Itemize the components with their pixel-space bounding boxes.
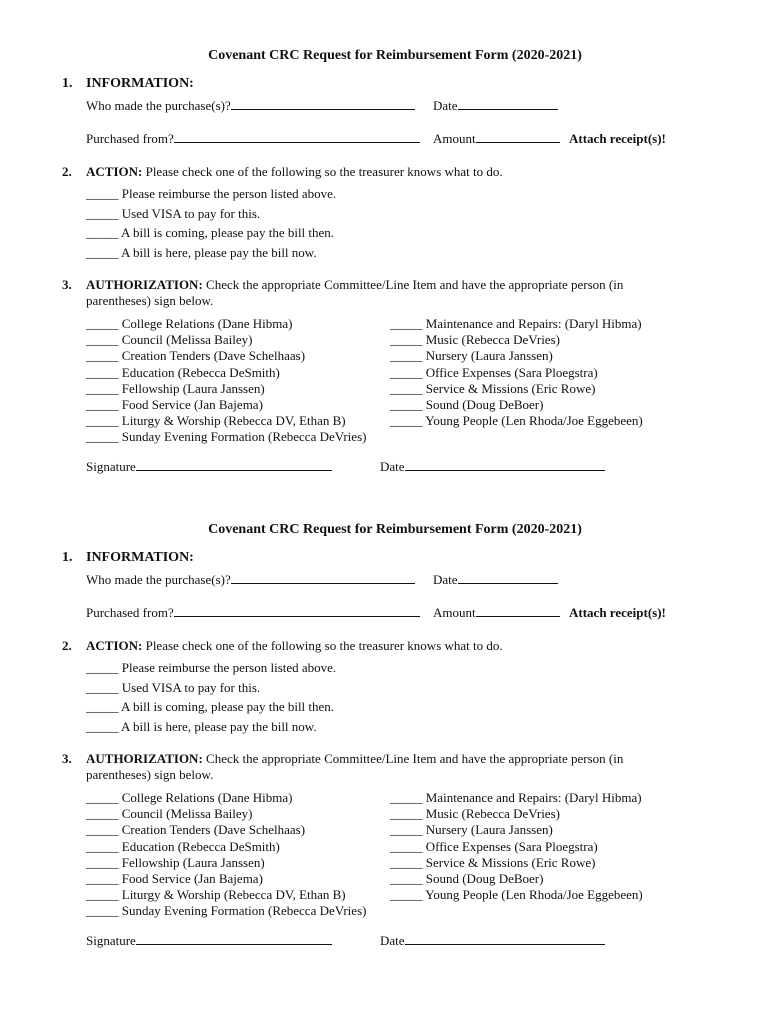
- committee-item[interactable]: _____ Fellowship (Laura Janssen): [86, 855, 265, 870]
- committee-item[interactable]: _____ Maintenance and Repairs: (Daryl Hibma): [390, 790, 642, 805]
- action-intro: Please check one of the following so the treasurer knows what to do.: [145, 638, 503, 653]
- section-heading-authorization: AUTHORIZATION:: [86, 751, 203, 766]
- committee-item[interactable]: _____ Fellowship (Laura Janssen): [86, 381, 265, 396]
- auth-intro-continued: parentheses) sign below.: [86, 293, 214, 308]
- date-label: Date: [380, 459, 405, 474]
- purchased-from-field[interactable]: [174, 605, 420, 617]
- signature-label: Signature: [86, 933, 136, 948]
- signature-date-field[interactable]: [405, 459, 605, 471]
- auth-intro-continued: parentheses) sign below.: [86, 767, 214, 782]
- purchased-from-field[interactable]: [174, 131, 420, 143]
- committee-item[interactable]: _____ Creation Tenders (Dave Schelhaas): [86, 822, 306, 837]
- committee-item[interactable]: _____ College Relations (Dane Hibma): [86, 790, 293, 805]
- action-option[interactable]: _____ A bill is coming, please pay the bill then.: [86, 699, 335, 714]
- action-intro: Please check one of the following so the treasurer knows what to do.: [145, 164, 503, 179]
- signature-date-row: [380, 459, 605, 475]
- date-label: Date: [433, 572, 458, 587]
- section-heading-information: INFORMATION:: [86, 550, 194, 565]
- amount-field[interactable]: [476, 605, 560, 617]
- who-purchased-row: [86, 572, 415, 588]
- committee-item[interactable]: _____ Young People (Len Rhoda/Joe Eggebeen): [390, 887, 643, 902]
- reimbursement-form-1: [0, 48, 770, 518]
- committee-item[interactable]: _____ Food Service (Jan Bajema): [86, 397, 263, 412]
- action-option[interactable]: _____ A bill is here, please pay the bill now.: [86, 245, 317, 260]
- action-option[interactable]: _____ A bill is coming, please pay the bill then.: [86, 225, 335, 240]
- committee-item[interactable]: _____ Liturgy & Worship (Rebecca DV, Ethan B): [86, 413, 346, 428]
- committee-item[interactable]: _____ Nursery (Laura Janssen): [390, 348, 553, 363]
- section-heading-authorization: AUTHORIZATION:: [86, 277, 203, 292]
- committee-item[interactable]: _____ Sound (Doug DeBoer): [390, 397, 544, 412]
- signature-row: [86, 459, 332, 475]
- section-number: 2.: [62, 638, 72, 653]
- committee-item[interactable]: _____ Education (Rebecca DeSmith): [86, 365, 280, 380]
- committee-item[interactable]: _____ Music (Rebecca DeVries): [390, 332, 560, 347]
- date-label: Date: [433, 98, 458, 113]
- purchased-from-row: [86, 605, 420, 621]
- committee-item[interactable]: _____ Council (Melissa Bailey): [86, 806, 253, 821]
- committee-item[interactable]: _____ Creation Tenders (Dave Schelhaas): [86, 348, 306, 363]
- attach-receipt-note: Attach receipt(s)!: [569, 605, 666, 620]
- date-label: Date: [380, 933, 405, 948]
- who-purchased-field[interactable]: [231, 98, 415, 110]
- action-intro-row: [86, 164, 503, 180]
- amount-row: [433, 605, 560, 621]
- committee-item[interactable]: _____ Sound (Doug DeBoer): [390, 871, 544, 886]
- auth-intro: Check the appropriate Committee/Line Item and have the appropriate person (in: [206, 751, 624, 766]
- committee-item[interactable]: _____ Council (Melissa Bailey): [86, 332, 253, 347]
- who-purchased-field[interactable]: [231, 572, 415, 584]
- section-heading-action: ACTION:: [86, 638, 143, 653]
- action-option[interactable]: _____ Please reimburse the person listed above.: [86, 186, 337, 201]
- section-number: 2.: [62, 164, 72, 179]
- date-row: [433, 572, 558, 588]
- committee-item[interactable]: _____ Food Service (Jan Bajema): [86, 871, 263, 886]
- date-row: [433, 98, 558, 114]
- signature-field[interactable]: [136, 933, 332, 945]
- action-option[interactable]: _____ Please reimburse the person listed above.: [86, 660, 337, 675]
- amount-field[interactable]: [476, 131, 560, 143]
- who-purchased-label: Who made the purchase(s)?: [86, 572, 231, 587]
- amount-label: Amount: [433, 605, 476, 620]
- committee-item[interactable]: _____ Office Expenses (Sara Ploegstra): [390, 365, 598, 380]
- committee-item[interactable]: _____ Education (Rebecca DeSmith): [86, 839, 280, 854]
- who-purchased-row: [86, 98, 415, 114]
- who-purchased-label: Who made the purchase(s)?: [86, 98, 231, 113]
- committee-item[interactable]: _____ College Relations (Dane Hibma): [86, 316, 293, 331]
- action-option[interactable]: _____ A bill is here, please pay the bill now.: [86, 719, 317, 734]
- attach-receipt-note: Attach receipt(s)!: [569, 131, 666, 146]
- action-option[interactable]: _____ Used VISA to pay for this.: [86, 680, 261, 695]
- purchased-from-label: Purchased from?: [86, 131, 174, 146]
- auth-intro-row: [86, 277, 623, 293]
- amount-label: Amount: [433, 131, 476, 146]
- signature-field[interactable]: [136, 459, 332, 471]
- action-intro-row: [86, 638, 503, 654]
- section-heading-action: ACTION:: [86, 164, 143, 179]
- section-number: 1.: [62, 550, 73, 565]
- committee-item[interactable]: _____ Nursery (Laura Janssen): [390, 822, 553, 837]
- reimbursement-form-2: [0, 522, 770, 992]
- action-option[interactable]: _____ Used VISA to pay for this.: [86, 206, 261, 221]
- auth-intro: Check the appropriate Committee/Line Item and have the appropriate person (in: [206, 277, 624, 292]
- committee-item[interactable]: _____ Sunday Evening Formation (Rebecca DeVries): [86, 429, 367, 444]
- committee-item[interactable]: _____ Service & Missions (Eric Rowe): [390, 381, 596, 396]
- date-field[interactable]: [458, 98, 558, 110]
- committee-item[interactable]: _____ Service & Missions (Eric Rowe): [390, 855, 596, 870]
- committee-item[interactable]: _____ Music (Rebecca DeVries): [390, 806, 560, 821]
- purchased-from-label: Purchased from?: [86, 605, 174, 620]
- committee-item[interactable]: _____ Maintenance and Repairs: (Daryl Hibma): [390, 316, 642, 331]
- date-field[interactable]: [458, 572, 558, 584]
- committee-item[interactable]: _____ Young People (Len Rhoda/Joe Eggebeen): [390, 413, 643, 428]
- form-title: Covenant CRC Request for Reimbursement Form (2020-2021): [208, 48, 582, 63]
- signature-date-field[interactable]: [405, 933, 605, 945]
- signature-date-row: [380, 933, 605, 949]
- purchased-from-row: [86, 131, 420, 147]
- section-number: 1.: [62, 76, 73, 91]
- form-title: Covenant CRC Request for Reimbursement Form (2020-2021): [208, 522, 582, 537]
- committee-item[interactable]: _____ Office Expenses (Sara Ploegstra): [390, 839, 598, 854]
- signature-label: Signature: [86, 459, 136, 474]
- section-heading-information: INFORMATION:: [86, 76, 194, 91]
- auth-intro-row: [86, 751, 623, 767]
- amount-row: [433, 131, 560, 147]
- signature-row: [86, 933, 332, 949]
- section-number: 3.: [62, 277, 72, 292]
- committee-item[interactable]: _____ Sunday Evening Formation (Rebecca DeVries): [86, 903, 367, 918]
- committee-item[interactable]: _____ Liturgy & Worship (Rebecca DV, Ethan B): [86, 887, 346, 902]
- section-number: 3.: [62, 751, 72, 766]
